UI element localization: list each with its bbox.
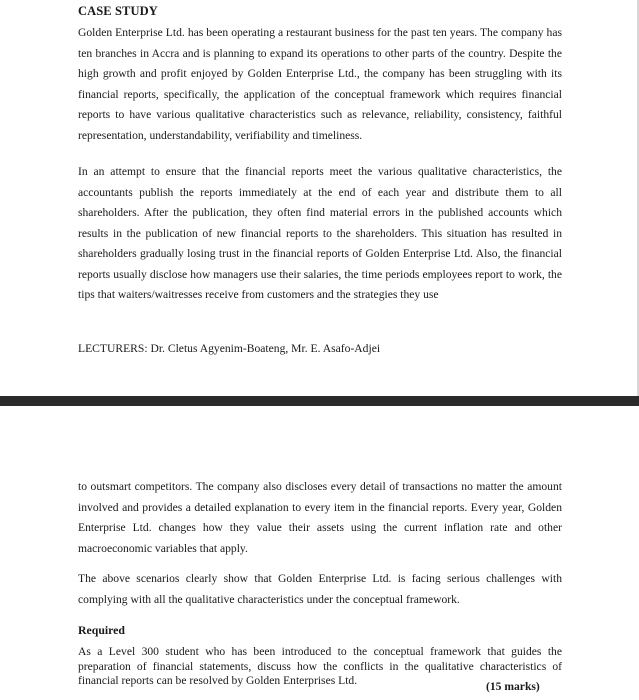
page-divider [0, 396, 639, 406]
required-heading: Required [78, 623, 125, 637]
paragraph-disclosure-continuation: to outsmart competitors. The company also discloses every detail of transactions no matter the amount involved and provides a detailed explanation to every item in the financial reports. Every year, Golden Enterprise Ltd. changes how they value their assets using the current inflation rate and other macroeconomic variables that apply. [78, 480, 562, 555]
paragraph-reporting-issues: In an attempt to ensure that the financial reports meet the various qualitative characteristics, the accountants publish the reports immediately at the end of each year and distribute them to all shareholders. After the publication, they often find material errors in the published accounts which results in the publication of new financial reports to the shareholders. This situation has resulted in shareholders gradually losing trust in the financial reports of Golden Enterprise Ltd. Also, the financial reports usually disclose how managers use their salaries, the time periods employees report to work, the tips that waiters/waitresses receive from customers and the strategies they use [78, 165, 562, 301]
lecturers-line: LECTURERS: Dr. Cletus Agyenim-Boateng, Mr. E. Asafo-Adjei [78, 342, 381, 355]
paragraph-company-background: Golden Enterprise Ltd. has been operating a restaurant business for the past ten years. The company has ten branches in Accra and is planning to expand its operations to other parts of the country. Despite the high growth and profit enjoyed by Golden Enterprise Ltd., the company has been struggling with its financial reports, specifically, the application of the conceptual framework which requires financial reports to have various qualitative characteristics such as relevance, reliability, consistency, faithful representation, understandability, verifiability and timeliness. [78, 26, 562, 142]
marks-label: (15 marks) [486, 680, 540, 693]
question-text: As a Level 300 student who has been introduced to the conceptual framework that guides the preparation of financial statements, discuss how the conflicts in the qualitative characteristics of financial reports can be resolved by Golden Enterprises Ltd. [78, 645, 562, 687]
paragraph-challenges-summary: The above scenarios clearly show that Golden Enterprise Ltd. is facing serious challenges with complying with all the qualitative characteristics under the conceptual framework. [78, 572, 562, 606]
case-study-heading: CASE STUDY [78, 4, 158, 18]
